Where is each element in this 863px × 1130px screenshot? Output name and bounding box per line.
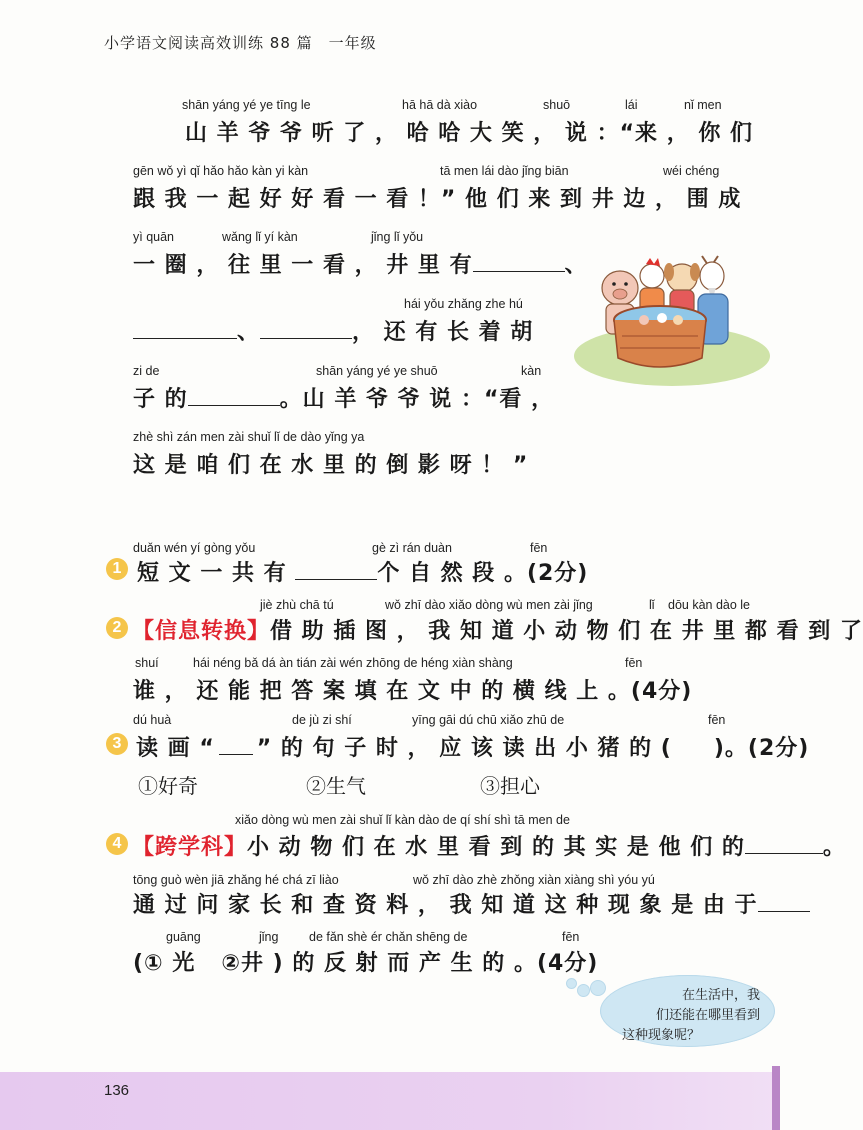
pinyin: dú huà (133, 713, 172, 727)
option-light[interactable]: (① 光 (133, 951, 196, 976)
footer-edge (772, 1066, 780, 1130)
pinyin: de jù zi shí (292, 713, 352, 727)
pinyin: jǐng lǐ yǒu (371, 230, 424, 244)
thought-bubble-text: 在生活中，我 们还能在哪里看到 这种现象呢？ (622, 988, 760, 1043)
well-figure (614, 306, 706, 367)
bubble-dot (590, 980, 606, 996)
pinyin: guāng (166, 930, 201, 944)
rooster-figure (640, 258, 664, 312)
info-conversion-tag: 【信息转换】 (132, 619, 271, 644)
question-2-text-line-2: 谁 ， 还 能 把 答 案 填 在 文 中 的 横 线 上 。(4分) (133, 679, 693, 704)
pinyin: kàn (521, 364, 542, 378)
pinyin: jiè zhù chā tú (260, 598, 334, 612)
pinyin: fēn (708, 713, 726, 727)
question-4-text-line-3 (133, 946, 598, 977)
pinyin: lái (625, 98, 638, 112)
answer-blank[interactable] (260, 320, 352, 339)
pinyin: gēn wǒ yì qǐ hǎo hǎo kàn yi kàn (133, 164, 309, 178)
pinyin: yīng gāi dú chū xiǎo zhū de (412, 713, 565, 727)
answer-blank[interactable] (295, 561, 377, 580)
pinyin: shuō (543, 98, 571, 112)
answer-blank[interactable] (133, 320, 237, 339)
pinyin: de fǎn shè ér chǎn shēng de (309, 930, 468, 944)
pinyin: yì quān (133, 230, 175, 244)
bubble-dot (566, 978, 577, 989)
question-4-text-line-2: 通 过 问 家 长 和 查 资 料 ， 我 知 道 这 种 现 象 是 由 于 (133, 888, 810, 919)
pinyin: fēn (562, 930, 580, 944)
option-3[interactable]: ③担心 (480, 774, 540, 798)
footer-band (0, 1072, 780, 1130)
pinyin: hái néng bǎ dá àn tián zài wén zhōng de héng xiàn shàng (193, 656, 513, 670)
pinyin: fēn (625, 656, 643, 670)
answer-blank[interactable] (745, 835, 823, 854)
pinyin: fēn (530, 541, 548, 555)
passage-line-5: 子 的 。山 羊 爷 爷 说 ：“看 ， (133, 387, 555, 412)
passage-line-6: 这 是 咱 们 在 水 里 的 倒 影 呀 ！ ” (133, 453, 529, 478)
pinyin: lǐ (649, 598, 655, 612)
pinyin: hā hā dà xiào (402, 98, 478, 112)
pinyin: zi de (133, 364, 160, 378)
cross-subject-tag: 【跨学科】 (132, 835, 248, 860)
pinyin: shuí (135, 656, 159, 670)
page-number: 136 (104, 1082, 130, 1099)
pinyin: hái yǒu zhǎng zhe hú (404, 297, 523, 311)
question-1-text: 短 文 一 共 有 个 自 然 段 。(2分) (137, 561, 589, 586)
answer-blank[interactable] (758, 893, 810, 912)
question-3-text: 读 画 “ ” 的 句 子 时 ， 应 该 读 出 小 猪 的 ( )。(2分) (136, 736, 810, 761)
option-well[interactable]: ②井 ) 的 反 射 而 产 生 的 。(4分) (221, 951, 599, 976)
question-4-text: 【跨学科】小 动 物 们 在 水 里 看 到 的 其 实 是 他 们 的 。 (132, 835, 846, 860)
pinyin: nǐ men (684, 98, 722, 112)
passage-line-3: 一 圈 ， 往 里 一 看 ， 井 里 有 、 (133, 253, 588, 278)
option-2[interactable]: ②生气 (306, 774, 366, 798)
pinyin: wéi chéng (663, 164, 720, 178)
answer-blank[interactable] (219, 736, 253, 755)
passage-line-4: 、 ， 还 有 长 着 胡 (133, 315, 533, 346)
well-animals-illustration (572, 248, 772, 388)
book-header: 小学语文阅读高效训练 88 篇 一年级 (104, 34, 377, 52)
pinyin: gè zì rán duàn (372, 541, 452, 555)
pinyin: jǐng (259, 930, 279, 944)
pinyin: wǎng lǐ yí kàn (222, 230, 298, 244)
option-1[interactable]: ①好奇 (138, 774, 198, 798)
question-number-4: 4 (106, 833, 128, 855)
question-number-1: 1 (106, 558, 128, 580)
answer-blank[interactable] (473, 253, 565, 272)
answer-blank[interactable] (188, 387, 280, 406)
pinyin: tōng guò wèn jiā zhǎng hé chá zī liào (133, 873, 339, 887)
passage-line-1: 山 羊 爷 爷 听 了 ， 哈 哈 大 笑 ， 说 ：“来 ， 你 们 (185, 121, 754, 146)
pinyin: zhè shì zán men zài shuǐ lǐ de dào yǐng ya (133, 430, 365, 444)
question-2-text: 【信息转换】借 助 插 图 ， 我 知 道 小 动 物 们 在 井 里 都 看 到 了 (132, 619, 863, 644)
pinyin: dōu kàn dào le (668, 598, 751, 612)
pinyin: duǎn wén yí gòng yǒu (133, 541, 256, 555)
passage-line-2: 跟 我 一 起 好 好 看 一 看 ！” 他 们 来 到 井 边 ， 围 成 (133, 187, 742, 212)
bubble-dot (577, 984, 590, 997)
pinyin: tā men lái dào jǐng biān (440, 164, 569, 178)
pinyin: wǒ zhī dào xiǎo dòng wù men zài jǐng (385, 598, 593, 612)
pinyin: xiǎo dòng wù men zài shuǐ lǐ kàn dào de qí shí shì tā men de (235, 813, 570, 827)
pinyin: shān yáng yé ye tīng le (182, 98, 311, 112)
pinyin: wǒ zhī dào zhè zhǒng xiàn xiàng shì yóu yú (413, 873, 655, 887)
question-number-3: 3 (106, 733, 128, 755)
question-number-2: 2 (106, 617, 128, 639)
pinyin: shān yáng yé ye shuō (316, 364, 438, 378)
